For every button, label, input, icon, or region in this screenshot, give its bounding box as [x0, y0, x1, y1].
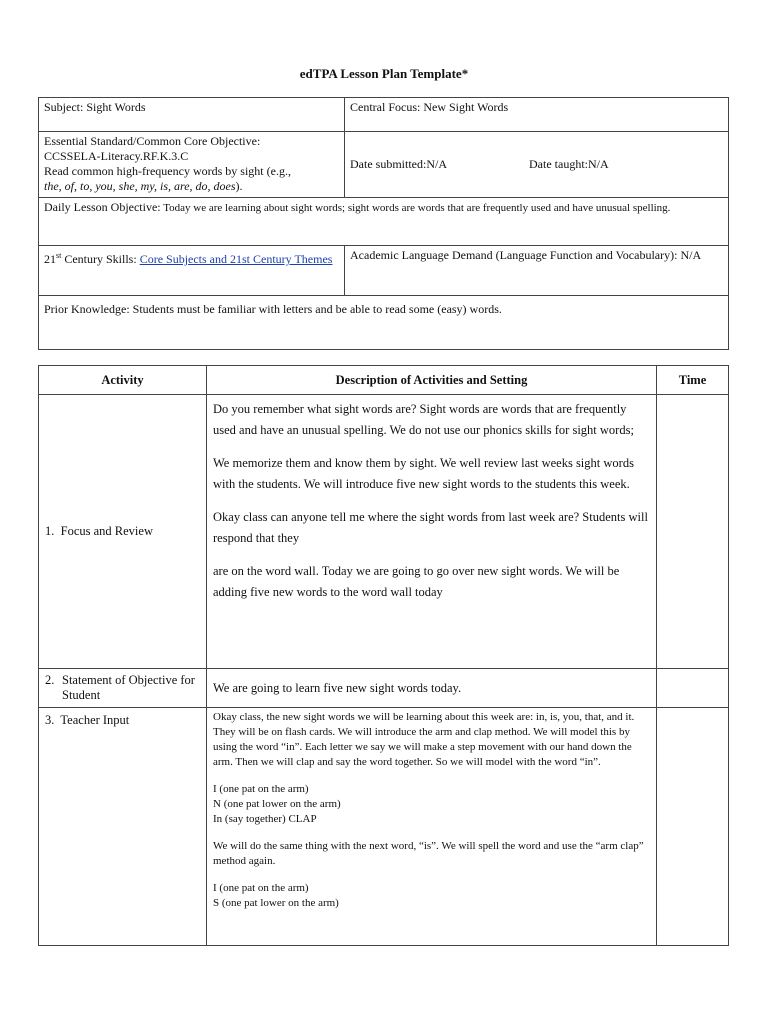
daily-objective-text: Today we are learning about sight words; sight words are words that are frequently used and have unusual spelling. [160, 202, 671, 214]
description-paragraph: We memorize them and know them by sight. We well review last weeks sight words with the students. We will introduce five new sight words to the students this week. [213, 456, 634, 491]
activity-statement-objective [39, 669, 207, 708]
description-line: N (one pat lower on the arm) [213, 798, 341, 810]
activity-header: Activity [39, 366, 207, 395]
standard-code: CCSSELA-Literacy.RF.K.3.C [44, 149, 189, 163]
subject-cell: Subject: Sight Words [39, 98, 345, 132]
standard-cell [39, 132, 345, 198]
focus-review-description [207, 395, 657, 669]
description-line: In (say together) CLAP [213, 813, 317, 825]
skills-label: Century Skills: [61, 252, 140, 266]
central-focus-cell: Central Focus: New Sight Words [345, 98, 729, 132]
time-cell [657, 669, 729, 708]
activity-name: Teacher Input [60, 713, 130, 727]
prior-knowledge-cell: Prior Knowledge: Students must be familiar with letters and be able to read some (easy) words. [39, 296, 729, 350]
skills-sup: st [56, 251, 62, 260]
description-paragraph: Okay class can anyone tell me where the sight words from last week are? Students will respond that they [213, 510, 648, 545]
activity-number: 3. [45, 713, 55, 727]
activity-number: 2. [45, 673, 55, 687]
activity-name: Statement of Objective for Student [62, 673, 195, 702]
core-subjects-link[interactable]: Core Subjects and 21st Century Themes [139, 252, 333, 266]
document-title: edTPA Lesson Plan Template* [299, 66, 469, 81]
standard-end: ). [235, 179, 243, 193]
activities-table [38, 365, 729, 946]
description-paragraph: Do you remember what sight words are? Sight words are words that are frequently used and have an unusual spelling. We do not use our phonics skills for sight words; [213, 402, 634, 437]
standard-examples: the, of, to, you, she, my, is, are, do, does [44, 179, 236, 193]
skills-prefix: 21 [44, 252, 56, 266]
statement-objective-description: We are going to learn five new sight words today. [207, 669, 657, 708]
description-line: S (one pat lower on the arm) [213, 897, 339, 909]
time-cell [657, 395, 729, 669]
date-submitted: Date submitted:N/A [350, 157, 447, 171]
teacher-input-description [207, 708, 657, 946]
description-line: I (one pat on the arm) [213, 882, 309, 894]
activity-name: Focus and Review [60, 524, 153, 538]
activity-focus-review [39, 395, 207, 669]
description-paragraph: We will do the same thing with the next word, “is”. We will spell the word and use the “arm clap” method again. [213, 840, 644, 867]
description-paragraph: Okay class, the new sight words we will be learning about this week are: in, is, you, that, and it. They will be on flash cards. We will introduce the arm and clap method. We will model this by using the word “in”. Each letter we say we will make a step movement with our hand down the arm. Then we will clap and say the word together. So we will model with the word “in”. [213, 711, 635, 768]
time-header: Time [657, 366, 729, 395]
time-cell [657, 708, 729, 946]
century-skills-cell [39, 246, 345, 296]
description-paragraph: are on the word wall. Today we are going to go over new sight words. We will be adding five new words to the word wall today [213, 564, 620, 599]
dates-cell [345, 132, 729, 198]
standard-text: Read common high-frequency words by sight (e.g., [44, 164, 291, 178]
academic-language-cell: Academic Language Demand (Language Function and Vocabulary): N/A [345, 246, 729, 296]
date-taught: Date taught:N/A [529, 157, 609, 171]
standard-label: Essential Standard/Common Core Objective: [44, 134, 261, 148]
description-line: I (one pat on the arm) [213, 783, 309, 795]
lesson-info-table [38, 97, 729, 350]
description-header: Description of Activities and Setting [207, 366, 657, 395]
activity-number: 1. [45, 524, 55, 538]
daily-objective-cell [39, 198, 729, 246]
activity-teacher-input [39, 708, 207, 946]
daily-objective-label: Daily Lesson Objective: [44, 200, 161, 214]
